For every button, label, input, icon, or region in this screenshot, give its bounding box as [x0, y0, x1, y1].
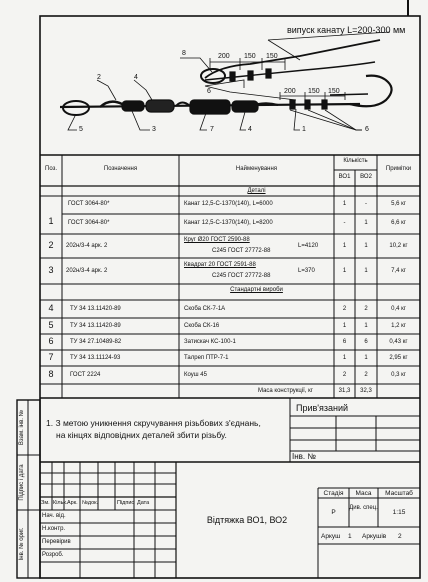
- rev-header-doc: №док.: [82, 500, 99, 506]
- mass-label: Маса конструкції, кг: [258, 388, 313, 394]
- callout-7: 7: [210, 126, 214, 133]
- dimension-top-3: 150: [266, 53, 278, 60]
- row-2-v2: 1: [364, 243, 368, 249]
- rev-header-date: Дата: [137, 500, 150, 506]
- row-3-name-bottom: С245 ГОСТ 27772-88: [212, 273, 271, 279]
- stage-label: Стадія: [323, 490, 344, 497]
- row-6-designation: ТУ 34 27.10489-82: [70, 339, 122, 345]
- drawing-title: Відтяжка ВО1, ВО2: [206, 515, 288, 525]
- row-1-note: 5,6 кг: [391, 201, 406, 207]
- callout-6-bottom: 6: [365, 126, 369, 133]
- row-1-v2: -: [365, 201, 367, 207]
- binding-inv-no: Інв. №: [292, 452, 316, 461]
- header-v2: ВО2: [360, 174, 372, 180]
- header-qty: Кількість: [343, 158, 368, 164]
- row-3-pos: 3: [48, 265, 54, 275]
- scale-value: 1:15: [392, 509, 406, 516]
- row-5-v1: 1: [342, 323, 347, 329]
- mass-v1: 31,3: [338, 388, 351, 394]
- row-4-v1: 2: [342, 306, 347, 312]
- row-4-designation: ТУ 34 13.11420-89: [70, 306, 121, 312]
- row-4-note: 0,4 кг: [391, 306, 406, 312]
- row-6-v1: 6: [342, 339, 347, 345]
- role-norm-control: Н.контр.: [42, 526, 66, 532]
- header-note: Примітки: [385, 166, 412, 172]
- mass-v2: 32,3: [360, 388, 372, 394]
- callout-8: 8: [182, 50, 186, 57]
- row-6-v2: 6: [364, 339, 368, 345]
- side-label-orig-inv: Інв. № ориг.: [19, 527, 25, 561]
- sheets-value: 2: [398, 533, 402, 540]
- dimension-right-3: 150: [328, 88, 340, 95]
- sheets-label: Аркушів: [362, 533, 387, 540]
- header-designation: Позначення: [103, 166, 138, 172]
- role-developed: Розроб.: [42, 552, 64, 558]
- rev-header-sheet: Арк.: [67, 500, 78, 506]
- row-2-v1: 1: [342, 243, 347, 249]
- header-pos: Поз.: [45, 166, 57, 172]
- callout-4-top: 4: [134, 74, 138, 81]
- callout-1: 1: [302, 126, 306, 133]
- row-1b-name: Канат 12,5-С-1370(140), L=8200: [184, 220, 273, 226]
- row-1-pos: 1: [48, 216, 54, 226]
- header-name: Найменування: [235, 166, 278, 172]
- callout-3: 3: [152, 126, 156, 133]
- row-2-pos: 2: [48, 240, 54, 250]
- row-8-designation: ГОСТ 2224: [70, 372, 101, 378]
- mass-title-label: Маса: [355, 490, 372, 497]
- sheet-value: 1: [348, 533, 352, 540]
- row-1-v1: 1: [342, 201, 347, 207]
- rev-header-signature: Підпис: [117, 500, 135, 506]
- row-4-pos: 4: [48, 303, 54, 313]
- row-5-designation: ТУ 34 13.11420-89: [70, 323, 121, 329]
- rev-header-change: Зм.: [41, 500, 50, 506]
- row-8-v2: 2: [364, 372, 368, 378]
- row-1-name: Канат 12,5-С-1370(140), L=6000: [184, 201, 273, 207]
- row-5-name: Скоба СК-16: [184, 323, 220, 329]
- side-label-signature-date: Підпис і дата: [19, 464, 25, 501]
- row-6-note: 0,43 кг: [389, 339, 408, 345]
- sheet-label: Аркуш: [321, 533, 341, 540]
- row-1-designation: ГОСТ 3064-80*: [68, 201, 110, 207]
- note-line-1: 1. З метою уникнення скручування різьбових з'єднань,: [46, 418, 261, 428]
- dimension-top-2: 150: [244, 53, 256, 60]
- row-7-pos: 7: [48, 352, 54, 362]
- side-label-replace-inv: Взам. інв. №: [19, 409, 25, 446]
- row-2-designation: 202н/3-4 арк. 2: [66, 243, 108, 249]
- row-7-note: 2,95 кг: [389, 355, 408, 361]
- row-1b-designation: ГОСТ 3064-80*: [68, 220, 110, 226]
- dimension-right-2: 150: [308, 88, 320, 95]
- row-8-v1: 2: [342, 372, 347, 378]
- row-2-note: 10,2 кг: [389, 243, 408, 249]
- binding-title: Прив'язаний: [296, 403, 349, 413]
- note-line-2: на кінцях відповідних деталей збити різьбу.: [56, 430, 227, 440]
- row-3-v1: 1: [342, 268, 347, 274]
- row-1b-v2: 1: [364, 220, 368, 226]
- row-7-v1: 1: [342, 355, 347, 361]
- row-7-name: Талреп ПТР-7-1: [184, 355, 229, 361]
- row-8-pos: 8: [48, 369, 54, 379]
- row-5-v2: 1: [364, 323, 368, 329]
- callout-5: 5: [79, 126, 83, 133]
- role-checked: Перевірив: [42, 539, 71, 545]
- row-3-designation: 202н/3-4 арк. 2: [66, 268, 108, 274]
- row-3-length: L=370: [298, 268, 315, 274]
- row-2-length: L=4120: [298, 243, 319, 249]
- row-7-designation: ТУ 34 13.11124-93: [70, 355, 121, 361]
- section-standard: Стандартні вироби: [230, 287, 283, 293]
- row-1b-v1: -: [343, 220, 346, 226]
- stage-value: Р: [331, 509, 336, 516]
- row-2-name-top: Круг Ø20 ГОСТ 2590-88: [184, 237, 250, 243]
- row-5-pos: 5: [48, 320, 54, 330]
- row-7-v2: 1: [364, 355, 368, 361]
- row-3-name-top: Квадрат 20 ГОСТ 2591-88: [184, 262, 256, 268]
- header-v1: ВО1: [338, 174, 351, 180]
- rope-release-label: випуск канату L=200-300 мм: [287, 25, 406, 35]
- row-6-pos: 6: [48, 336, 54, 346]
- row-2-name-bottom: С245 ГОСТ 27772-88: [212, 248, 271, 254]
- mass-value: Див. спец.: [349, 505, 378, 511]
- row-3-note: 7,4 кг: [391, 268, 406, 274]
- row-8-note: 0,3 кг: [391, 372, 406, 378]
- callout-2: 2: [97, 74, 101, 81]
- dimension-top-1: 200: [218, 53, 230, 60]
- row-5-note: 1,2 кг: [391, 323, 406, 329]
- row-8-name: Коуш 45: [184, 372, 207, 378]
- row-6-name: Затискач КС-100-1: [184, 339, 236, 345]
- row-1b-note: 6,6 кг: [391, 220, 406, 226]
- dimension-right-1: 200: [284, 88, 296, 95]
- row-4-v2: 2: [364, 306, 368, 312]
- row-3-v2: 1: [364, 268, 368, 274]
- callout-6-top: 6: [207, 88, 211, 95]
- role-dept-head: Нач. від.: [42, 513, 66, 519]
- rev-header-qty: Кільк.: [53, 500, 68, 506]
- scale-label: Масштаб: [385, 490, 413, 497]
- section-details: Деталі: [247, 188, 266, 194]
- callout-4-bottom: 4: [248, 126, 252, 133]
- row-4-name: Скоба СК-7-1А: [184, 306, 226, 312]
